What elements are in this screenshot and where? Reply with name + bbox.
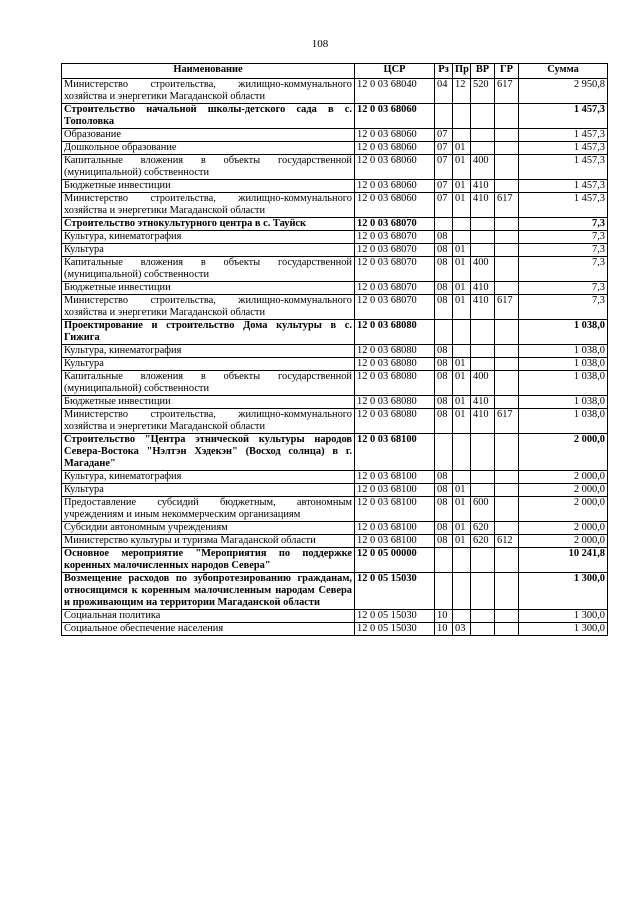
cell-rz: 10 [435, 623, 453, 636]
cell-rz: 07 [435, 155, 453, 180]
table-row [62, 535, 608, 548]
cell-gr: 612 [495, 535, 519, 548]
cell-vr [471, 573, 495, 610]
table-row [62, 497, 608, 522]
cell-name: Министерство строительства, жилищно-коммунального хозяйства и энергетики Магаданской области [62, 193, 355, 218]
cell-pr: 01 [453, 497, 471, 522]
cell-csr: 12 0 03 68100 [355, 434, 435, 471]
cell-csr: 12 0 03 68080 [355, 371, 435, 396]
cell-gr [495, 180, 519, 193]
table-row [62, 371, 608, 396]
table-row [62, 623, 608, 636]
table-row [62, 231, 608, 244]
table-body [62, 79, 608, 636]
cell-csr: 12 0 05 15030 [355, 610, 435, 623]
cell-rz [435, 548, 453, 573]
cell-rz: 04 [435, 79, 453, 104]
cell-vr: 400 [471, 257, 495, 282]
cell-vr [471, 218, 495, 231]
cell-csr: 12 0 03 68060 [355, 155, 435, 180]
cell-vr: 410 [471, 180, 495, 193]
cell-pr: 01 [453, 396, 471, 409]
cell-rz [435, 218, 453, 231]
cell-pr [453, 231, 471, 244]
cell-name: Строительство начальной школы-детского сада в с. Тополовка [62, 104, 355, 129]
cell-gr [495, 231, 519, 244]
table-row [62, 434, 608, 471]
cell-sum: 2 950,8 [519, 79, 608, 104]
cell-vr: 400 [471, 155, 495, 180]
cell-pr: 01 [453, 409, 471, 434]
cell-vr: 410 [471, 295, 495, 320]
cell-name: Предоставление субсидий бюджетным, автономным учреждениям и иным некоммерческим организациям [62, 497, 355, 522]
cell-pr [453, 471, 471, 484]
cell-sum: 1 038,0 [519, 371, 608, 396]
cell-pr: 12 [453, 79, 471, 104]
cell-gr [495, 320, 519, 345]
cell-sum: 1 038,0 [519, 409, 608, 434]
cell-name: Министерство строительства, жилищно-коммунального хозяйства и энергетики Магаданской области [62, 79, 355, 104]
header-sum: Сумма [519, 64, 608, 79]
cell-pr: 01 [453, 484, 471, 497]
cell-sum: 1 457,3 [519, 193, 608, 218]
budget-table [61, 63, 608, 636]
cell-rz: 08 [435, 244, 453, 257]
cell-gr [495, 371, 519, 396]
cell-sum: 7,3 [519, 218, 608, 231]
cell-rz [435, 320, 453, 345]
cell-sum: 7,3 [519, 244, 608, 257]
cell-pr [453, 345, 471, 358]
cell-rz: 07 [435, 193, 453, 218]
cell-csr: 12 0 03 68070 [355, 244, 435, 257]
cell-pr: 01 [453, 358, 471, 371]
table-row [62, 129, 608, 142]
cell-name: Образование [62, 129, 355, 142]
cell-vr: 520 [471, 79, 495, 104]
cell-name: Социальное обеспечение населения [62, 623, 355, 636]
header-vr: ВР [471, 64, 495, 79]
cell-gr [495, 142, 519, 155]
cell-gr [495, 484, 519, 497]
cell-vr [471, 129, 495, 142]
cell-rz: 08 [435, 371, 453, 396]
cell-vr [471, 320, 495, 345]
cell-csr: 12 0 03 68070 [355, 282, 435, 295]
cell-vr [471, 142, 495, 155]
cell-name: Культура [62, 244, 355, 257]
cell-pr: 01 [453, 535, 471, 548]
cell-rz: 10 [435, 610, 453, 623]
page-number: 108 [311, 38, 329, 50]
cell-gr [495, 345, 519, 358]
cell-pr: 01 [453, 522, 471, 535]
cell-rz: 07 [435, 180, 453, 193]
cell-gr [495, 610, 519, 623]
table-row [62, 610, 608, 623]
table-row [62, 522, 608, 535]
header-pr: Пр [453, 64, 471, 79]
cell-name: Проектирование и строительство Дома культуры в с. Гижига [62, 320, 355, 345]
cell-vr [471, 471, 495, 484]
header-name: Наименование [62, 64, 355, 79]
cell-pr: 01 [453, 295, 471, 320]
cell-rz [435, 434, 453, 471]
cell-name: Министерство культуры и туризма Магаданской области [62, 535, 355, 548]
cell-csr: 12 0 03 68070 [355, 295, 435, 320]
cell-rz: 08 [435, 257, 453, 282]
cell-vr [471, 548, 495, 573]
cell-gr [495, 358, 519, 371]
cell-sum: 1 038,0 [519, 358, 608, 371]
cell-name: Министерство строительства, жилищно-коммунального хозяйства и энергетики Магаданской области [62, 295, 355, 320]
cell-csr: 12 0 03 68070 [355, 218, 435, 231]
cell-sum: 2 000,0 [519, 471, 608, 484]
cell-name: Основное мероприятие "Мероприятия по поддержке коренных малочисленных народов Севера" [62, 548, 355, 573]
cell-vr: 410 [471, 409, 495, 434]
cell-pr: 01 [453, 371, 471, 396]
table-row [62, 573, 608, 610]
cell-name: Возмещение расходов по зубопротезированию гражданам, относящимся к коренным малочисленным народам Севера и проживающим на территории Магаданской области [62, 573, 355, 610]
cell-pr [453, 434, 471, 471]
cell-csr: 12 0 03 68100 [355, 497, 435, 522]
cell-vr: 620 [471, 522, 495, 535]
table-header-row [62, 64, 608, 79]
cell-name: Культура, кинематография [62, 471, 355, 484]
cell-rz [435, 573, 453, 610]
table-row [62, 218, 608, 231]
cell-vr [471, 104, 495, 129]
cell-pr [453, 610, 471, 623]
cell-vr: 400 [471, 371, 495, 396]
cell-pr [453, 104, 471, 129]
cell-pr: 01 [453, 282, 471, 295]
table-row [62, 396, 608, 409]
cell-gr [495, 129, 519, 142]
cell-pr: 01 [453, 180, 471, 193]
cell-csr: 12 0 03 68040 [355, 79, 435, 104]
cell-pr: 01 [453, 142, 471, 155]
cell-rz: 08 [435, 497, 453, 522]
cell-rz [435, 104, 453, 129]
header-csr: ЦСР [355, 64, 435, 79]
cell-sum: 2 000,0 [519, 497, 608, 522]
cell-name: Капитальные вложения в объекты государственной (муниципальной) собственности [62, 155, 355, 180]
cell-name: Капитальные вложения в объекты государственной (муниципальной) собственности [62, 371, 355, 396]
cell-gr [495, 497, 519, 522]
cell-name: Социальная политика [62, 610, 355, 623]
cell-name: Культура [62, 358, 355, 371]
cell-csr: 12 0 03 68060 [355, 104, 435, 129]
cell-name: Министерство строительства, жилищно-коммунального хозяйства и энергетики Магаданской области [62, 409, 355, 434]
cell-gr [495, 396, 519, 409]
cell-pr [453, 548, 471, 573]
cell-gr [495, 257, 519, 282]
table-row [62, 142, 608, 155]
cell-sum: 2 000,0 [519, 535, 608, 548]
table-row [62, 155, 608, 180]
cell-name: Бюджетные инвестиции [62, 396, 355, 409]
cell-csr: 12 0 03 68100 [355, 484, 435, 497]
cell-name: Бюджетные инвестиции [62, 180, 355, 193]
cell-name: Бюджетные инвестиции [62, 282, 355, 295]
cell-csr: 12 0 03 68080 [355, 345, 435, 358]
table-row [62, 295, 608, 320]
cell-gr [495, 623, 519, 636]
cell-name: Культура [62, 484, 355, 497]
cell-pr [453, 129, 471, 142]
cell-sum: 1 457,3 [519, 180, 608, 193]
cell-sum: 7,3 [519, 295, 608, 320]
cell-vr [471, 623, 495, 636]
cell-csr: 12 0 03 68100 [355, 535, 435, 548]
cell-gr: 617 [495, 409, 519, 434]
cell-gr [495, 522, 519, 535]
cell-pr: 01 [453, 155, 471, 180]
cell-csr: 12 0 03 68100 [355, 522, 435, 535]
cell-rz: 07 [435, 129, 453, 142]
cell-csr: 12 0 03 68080 [355, 409, 435, 434]
cell-csr: 12 0 03 68070 [355, 257, 435, 282]
cell-name: Строительство "Центра этнической культуры народов Севера-Востока "Нэлтэн Хэдекэн" (Восход солнца) в г. Магадане" [62, 434, 355, 471]
cell-csr: 12 0 03 68060 [355, 193, 435, 218]
cell-csr: 12 0 05 15030 [355, 573, 435, 610]
cell-csr: 12 0 05 00000 [355, 548, 435, 573]
cell-vr [471, 345, 495, 358]
cell-name: Культура, кинематография [62, 231, 355, 244]
table-row [62, 244, 608, 257]
cell-rz: 08 [435, 231, 453, 244]
table-row [62, 484, 608, 497]
cell-name: Субсидии автономным учреждениям [62, 522, 355, 535]
cell-pr: 03 [453, 623, 471, 636]
cell-sum: 1 457,3 [519, 104, 608, 129]
table-row [62, 320, 608, 345]
cell-sum: 7,3 [519, 282, 608, 295]
cell-sum: 1 457,3 [519, 129, 608, 142]
cell-gr: 617 [495, 79, 519, 104]
table-row [62, 471, 608, 484]
cell-rz: 08 [435, 471, 453, 484]
cell-vr: 600 [471, 497, 495, 522]
cell-gr [495, 104, 519, 129]
cell-rz: 08 [435, 295, 453, 320]
cell-sum: 1 038,0 [519, 320, 608, 345]
table-row [62, 104, 608, 129]
cell-gr [495, 471, 519, 484]
cell-csr: 12 0 03 68080 [355, 358, 435, 371]
cell-vr: 410 [471, 396, 495, 409]
cell-sum: 2 000,0 [519, 434, 608, 471]
cell-rz: 08 [435, 345, 453, 358]
cell-rz: 08 [435, 358, 453, 371]
table-row [62, 79, 608, 104]
cell-csr: 12 0 03 68100 [355, 471, 435, 484]
cell-gr [495, 155, 519, 180]
cell-rz: 08 [435, 522, 453, 535]
cell-vr [471, 434, 495, 471]
header-gr: ГР [495, 64, 519, 79]
cell-csr: 12 0 05 15030 [355, 623, 435, 636]
cell-pr [453, 320, 471, 345]
cell-gr [495, 282, 519, 295]
cell-sum: 7,3 [519, 231, 608, 244]
cell-gr [495, 548, 519, 573]
table-row [62, 409, 608, 434]
cell-sum: 1 457,3 [519, 142, 608, 155]
cell-pr: 01 [453, 193, 471, 218]
cell-gr [495, 434, 519, 471]
cell-name: Дошкольное образование [62, 142, 355, 155]
cell-vr: 410 [471, 193, 495, 218]
cell-rz: 08 [435, 396, 453, 409]
table-row [62, 358, 608, 371]
cell-gr: 617 [495, 295, 519, 320]
table-row [62, 548, 608, 573]
table-row [62, 180, 608, 193]
cell-sum: 1 300,0 [519, 573, 608, 610]
cell-sum: 1 457,3 [519, 155, 608, 180]
cell-vr [471, 244, 495, 257]
cell-vr [471, 484, 495, 497]
cell-sum: 1 038,0 [519, 396, 608, 409]
cell-vr [471, 358, 495, 371]
cell-csr: 12 0 03 68060 [355, 180, 435, 193]
cell-rz: 07 [435, 142, 453, 155]
table-row [62, 282, 608, 295]
cell-name: Строительство этнокультурного центра в с. Тауйск [62, 218, 355, 231]
cell-sum: 1 300,0 [519, 623, 608, 636]
cell-gr: 617 [495, 193, 519, 218]
cell-sum: 2 000,0 [519, 522, 608, 535]
cell-rz: 08 [435, 535, 453, 548]
cell-csr: 12 0 03 68060 [355, 142, 435, 155]
cell-vr [471, 610, 495, 623]
cell-sum: 2 000,0 [519, 484, 608, 497]
cell-csr: 12 0 03 68070 [355, 231, 435, 244]
cell-sum: 1 300,0 [519, 610, 608, 623]
cell-rz: 08 [435, 282, 453, 295]
cell-pr [453, 218, 471, 231]
cell-pr: 01 [453, 244, 471, 257]
cell-vr: 620 [471, 535, 495, 548]
table-row [62, 257, 608, 282]
table-row [62, 345, 608, 358]
cell-csr: 12 0 03 68080 [355, 396, 435, 409]
cell-pr [453, 573, 471, 610]
cell-gr [495, 244, 519, 257]
cell-sum: 1 038,0 [519, 345, 608, 358]
cell-sum: 7,3 [519, 257, 608, 282]
cell-csr: 12 0 03 68060 [355, 129, 435, 142]
cell-pr: 01 [453, 257, 471, 282]
cell-name: Капитальные вложения в объекты государственной (муниципальной) собственности [62, 257, 355, 282]
cell-vr [471, 231, 495, 244]
header-rz: Рз [435, 64, 453, 79]
cell-csr: 12 0 03 68080 [355, 320, 435, 345]
cell-vr: 410 [471, 282, 495, 295]
table-row [62, 193, 608, 218]
cell-sum: 10 241,8 [519, 548, 608, 573]
cell-rz: 08 [435, 409, 453, 434]
cell-gr [495, 573, 519, 610]
cell-gr [495, 218, 519, 231]
cell-rz: 08 [435, 484, 453, 497]
cell-name: Культура, кинематография [62, 345, 355, 358]
